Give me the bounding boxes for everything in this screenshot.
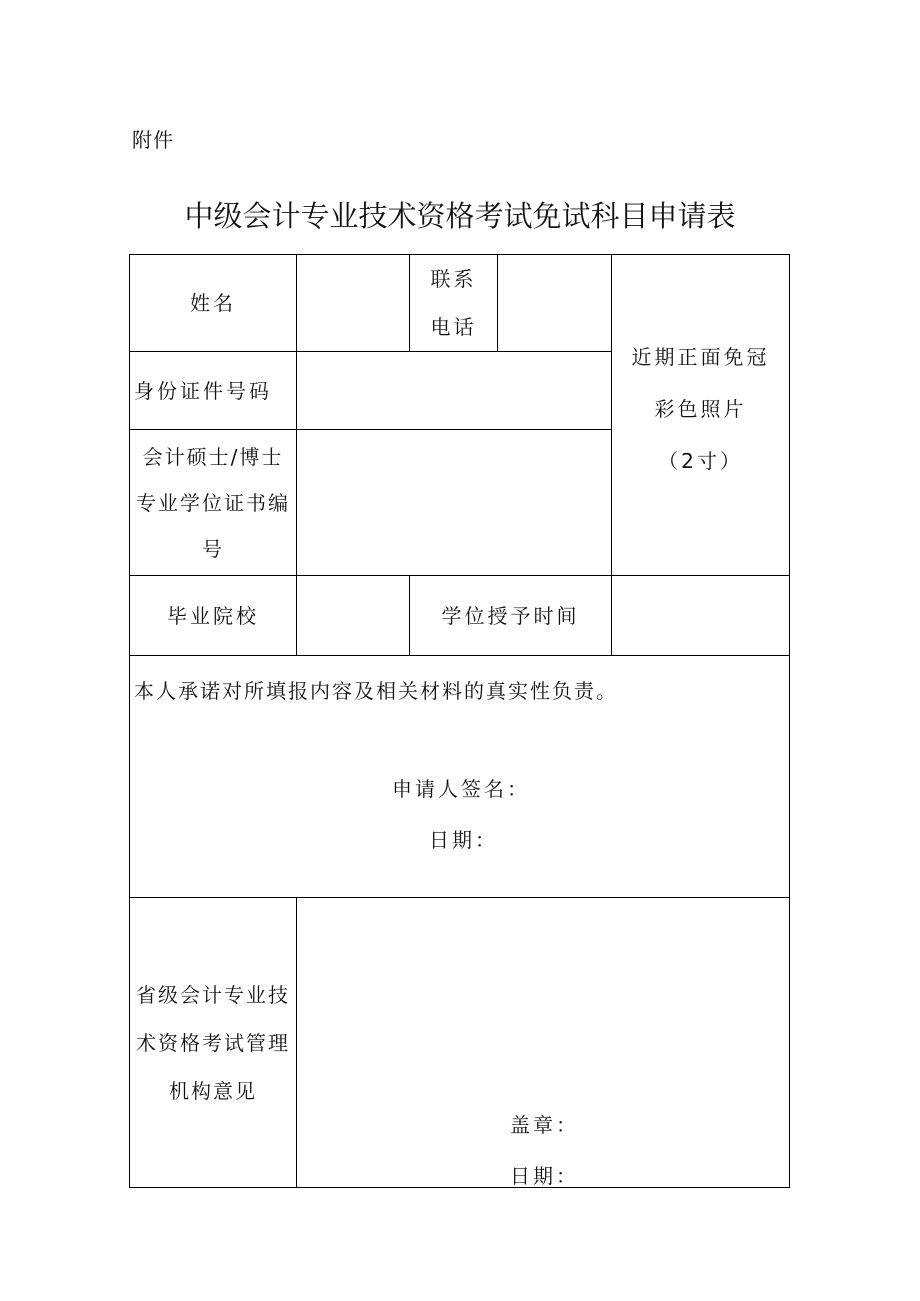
name-field[interactable] <box>297 255 409 351</box>
degree-cert-line1: 会计硕士/博士 <box>142 444 284 469</box>
id-number-label: 身份证件号码 <box>134 378 272 403</box>
review-label-line2: 术资格考试管理 <box>136 1030 290 1055</box>
school-label: 毕业院校 <box>167 603 259 628</box>
degree-cert-line3: 号 <box>202 536 224 561</box>
pledge-statement: 本人承诺对所填报内容及相关材料的真实性负责。 <box>134 679 618 703</box>
degree-cert-line2: 专业学位证书编 <box>136 490 290 515</box>
review-date-label: 日期： <box>510 1164 579 1188</box>
review-label <box>130 898 296 1187</box>
review-label-line1: 省级会计专业技 <box>136 982 290 1007</box>
name-label: 姓名 <box>190 291 236 315</box>
applicant-signature-label: 申请人签名： <box>392 777 530 801</box>
review-label-line3: 机构意见 <box>169 1078 257 1103</box>
degree-date-field[interactable] <box>612 576 789 655</box>
table-border-bottom <box>129 1187 790 1188</box>
degree-cert-field[interactable] <box>297 430 611 575</box>
photo-line1: 近期正面免冠 <box>631 345 770 369</box>
form-title: 中级会计专业技术资格考试免试科目申请表 <box>184 199 736 233</box>
table-border-right <box>789 254 790 1188</box>
attachment-label: 附件 <box>132 128 174 152</box>
photo-line2: 彩色照片 <box>654 397 747 421</box>
phone-field[interactable] <box>498 255 611 351</box>
photo-area[interactable] <box>612 255 789 575</box>
phone-label <box>410 255 497 351</box>
id-number-field[interactable] <box>297 352 611 429</box>
degree-date-label: 学位授予时间 <box>441 603 580 628</box>
school-field[interactable] <box>297 576 409 655</box>
degree-cert-label <box>130 430 296 575</box>
phone-label-line2: 电话 <box>430 315 477 339</box>
review-opinion-field[interactable] <box>297 898 789 1187</box>
seal-label: 盖章： <box>510 1113 579 1137</box>
photo-line3: （2寸） <box>658 449 743 473</box>
pledge-date-label: 日期： <box>429 828 498 852</box>
row-divider-4 <box>129 655 790 656</box>
phone-label-line1: 联系 <box>430 267 477 291</box>
